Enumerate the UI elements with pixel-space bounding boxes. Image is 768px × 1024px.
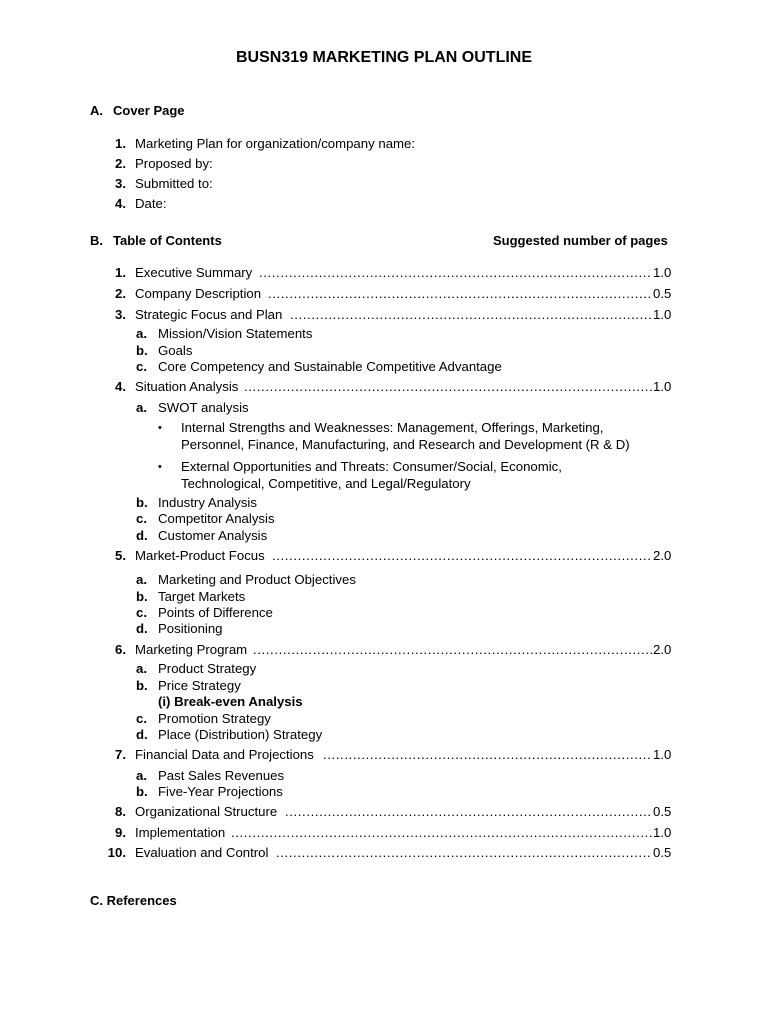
sub-item: Customer Analysis <box>158 528 268 543</box>
toc-item-number: 6. <box>115 642 126 657</box>
toc-item-number: 8. <box>115 804 126 819</box>
toc-page-count: 2.0 <box>653 548 672 563</box>
sub-item-letter: c. <box>136 711 147 726</box>
sub-item-letter: d. <box>136 727 148 742</box>
sub-item: Five-Year Projections <box>158 784 283 799</box>
break-even-analysis: (i) Break-even Analysis <box>158 694 303 709</box>
sub-item: Product Strategy <box>158 661 257 676</box>
sub-item: Place (Distribution) Strategy <box>158 727 323 742</box>
cover-item-number: 1. <box>115 136 126 151</box>
dot-leader <box>290 307 652 323</box>
toc-item-label: Company Description <box>135 286 262 301</box>
cover-item-number: 4. <box>115 196 126 211</box>
toc-page-count: 1.0 <box>653 265 672 280</box>
dot-leader <box>323 747 652 763</box>
toc-item-label: Market-Product Focus <box>135 548 265 563</box>
toc-item-number: 3. <box>115 307 126 322</box>
toc-item-number: 1. <box>115 265 126 280</box>
toc-item-label: Marketing Program <box>135 642 248 657</box>
dot-leader <box>285 804 652 820</box>
sub-item-letter: d. <box>136 621 148 636</box>
sub-item: Marketing and Product Objectives <box>158 572 356 587</box>
sub-item: Mission/Vision Statements <box>158 326 313 341</box>
section-b-heading: Table of Contents <box>113 233 222 248</box>
toc-page-count: 1.0 <box>653 307 672 322</box>
dot-leader <box>272 548 652 564</box>
toc-item-number: 2. <box>115 286 126 301</box>
sub-item: Core Competency and Sustainable Competitive Advantage <box>158 359 502 374</box>
toc-page-count: 1.0 <box>653 747 672 762</box>
sub-item: Positioning <box>158 621 223 636</box>
sub-item: Points of Difference <box>158 605 273 620</box>
page-title: BUSN319 MARKETING PLAN OUTLINE <box>235 49 533 66</box>
sub-item-letter: c. <box>136 359 147 374</box>
sub-item-letter: b. <box>136 343 148 358</box>
dot-leader <box>259 265 652 281</box>
cover-item-number: 2. <box>115 156 126 171</box>
sub-item: Price Strategy <box>158 678 241 693</box>
toc-item-label: Strategic Focus and Plan <box>135 307 283 322</box>
section-a-letter: A. <box>90 103 103 118</box>
toc-page-count: 0.5 <box>653 804 672 819</box>
section-c-heading: C. References <box>90 893 177 908</box>
bullet-text: External Opportunities and Threats: Consumer/Social, Economic, <box>181 459 562 474</box>
sub-item-letter: b. <box>136 784 148 799</box>
toc-item-label: Organizational Structure <box>135 804 278 819</box>
toc-item-label: Evaluation and Control <box>135 845 269 860</box>
sub-item: Promotion Strategy <box>158 711 271 726</box>
toc-page-count: 1.0 <box>653 379 672 394</box>
cover-item: Proposed by: <box>135 156 213 171</box>
sub-item: Industry Analysis <box>158 495 257 510</box>
sub-item: Past Sales Revenues <box>158 768 285 783</box>
toc-page-count: 0.5 <box>653 845 672 860</box>
toc-item-label: Financial Data and Projections <box>135 747 314 762</box>
sub-item-letter: c. <box>136 511 147 526</box>
dot-leader <box>244 379 652 395</box>
dot-leader <box>253 642 652 658</box>
dot-leader <box>268 286 652 302</box>
bullet-icon: • <box>158 461 162 473</box>
sub-item: Goals <box>158 343 193 358</box>
toc-item-label: Implementation <box>135 825 226 840</box>
toc-page-count: 1.0 <box>653 825 672 840</box>
cover-item-number: 3. <box>115 176 126 191</box>
pages-column-heading: Suggested number of pages <box>493 233 668 248</box>
bullet-text: Personnel, Finance, Manufacturing, and Research and Development (R & D) <box>181 437 630 452</box>
toc-item-number: 4. <box>115 379 126 394</box>
bullet-text: Internal Strengths and Weaknesses: Management, Offerings, Marketing, <box>181 420 604 435</box>
sub-item-letter: a. <box>136 661 147 676</box>
bullet-text: Technological, Competitive, and Legal/Regulatory <box>181 476 471 491</box>
toc-item-number: 10. <box>107 845 126 860</box>
sub-item-letter: c. <box>136 605 147 620</box>
sub-item-letter: d. <box>136 528 148 543</box>
cover-item: Marketing Plan for organization/company name: <box>135 136 416 151</box>
sub-item: Competitor Analysis <box>158 511 275 526</box>
cover-item: Date: <box>135 196 167 211</box>
toc-item-label: Executive Summary <box>135 265 253 280</box>
sub-item-letter: a. <box>136 326 147 341</box>
toc-item-number: 5. <box>115 548 126 563</box>
sub-item-letter: a. <box>136 400 147 415</box>
sub-item-letter: b. <box>136 589 148 604</box>
sub-item-letter: b. <box>136 678 148 693</box>
sub-item: SWOT analysis <box>158 400 249 415</box>
section-b-letter: B. <box>90 233 103 248</box>
cover-item: Submitted to: <box>135 176 213 191</box>
toc-item-label: Situation Analysis <box>135 379 239 394</box>
toc-page-count: 2.0 <box>653 642 672 657</box>
dot-leader <box>231 825 652 841</box>
sub-item: Target Markets <box>158 589 246 604</box>
sub-item-letter: a. <box>136 768 147 783</box>
section-a-heading: Cover Page <box>113 103 185 118</box>
toc-page-count: 0.5 <box>653 286 672 301</box>
bullet-icon: • <box>158 422 162 434</box>
toc-item-number: 9. <box>115 825 126 840</box>
sub-item-letter: b. <box>136 495 148 510</box>
sub-item-letter: a. <box>136 572 147 587</box>
toc-item-number: 7. <box>115 747 126 762</box>
dot-leader <box>276 845 652 861</box>
